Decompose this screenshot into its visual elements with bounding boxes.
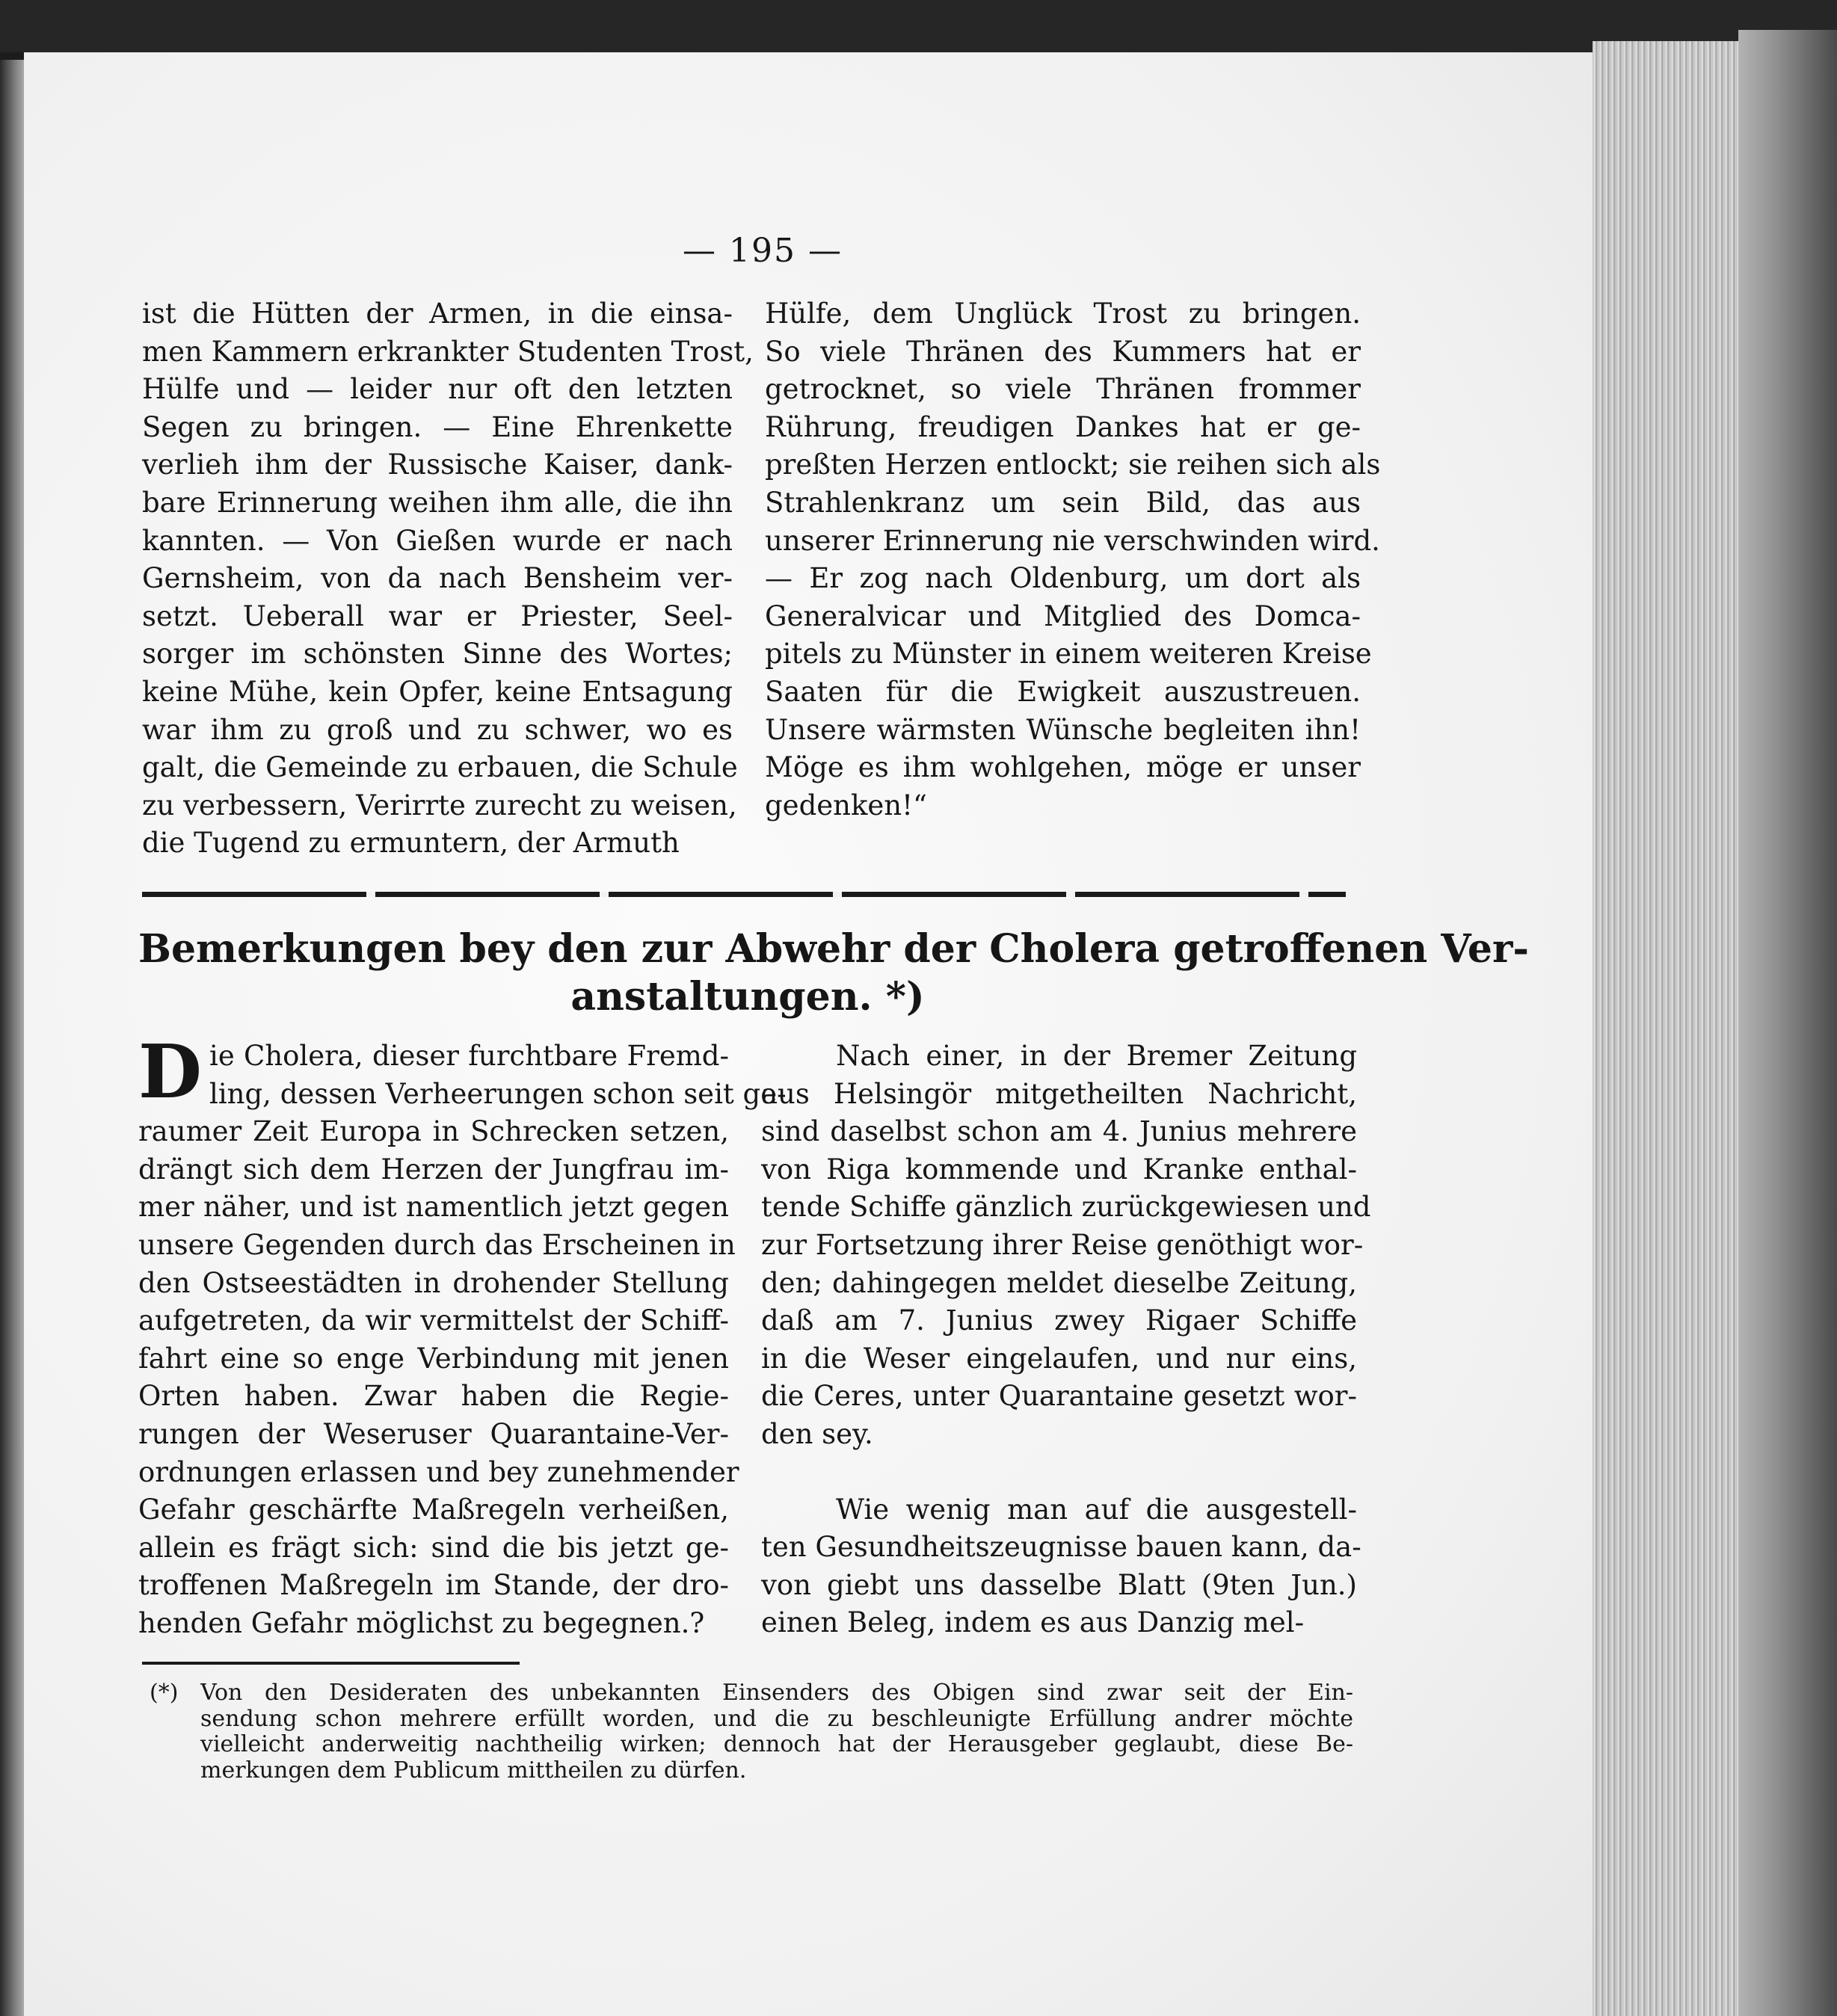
- text-line: Hülfe und — leider nur oft den letzten: [142, 373, 733, 406]
- text-line: fahrt eine so enge Verbindung mit jenen: [138, 1342, 729, 1375]
- footnote-line: vielleicht anderweitig nachtheilig wirken; dennoch hat der Herausgeber geglaubt, diese Be-: [200, 1731, 1353, 1757]
- footnote-text: [150, 1680, 1353, 1784]
- text-line: ling, dessen Verheerungen schon seit ge-: [209, 1077, 787, 1110]
- text-line: zur Fortsetzung ihrer Reise genöthigt wor-: [761, 1228, 1364, 1261]
- obituary-paragraph-right: [765, 295, 1381, 824]
- text-line: — Er zog nach Oldenburg, um dort als: [765, 562, 1361, 595]
- footnote: [150, 1680, 1353, 1784]
- text-line: setzt. Ueberall war er Priester, Seel-: [142, 599, 733, 632]
- footnote-line: sendung schon mehrere erfüllt worden, und die zu beschleunigte Erfüllung andrer möchte: [200, 1705, 1353, 1732]
- obituary-paragraph-left: [142, 295, 754, 863]
- text-line: von Riga kommende und Kranke enthal-: [761, 1153, 1357, 1186]
- footnote-rule: [142, 1662, 520, 1665]
- text-line: troffenen Maßregeln im Stande, der dro-: [138, 1569, 729, 1602]
- text-line: war ihm zu groß und zu schwer, wo es: [142, 713, 733, 746]
- text-line: zu verbessern, Verirrte zurecht zu weisen,: [142, 789, 737, 821]
- text-line: ie Cholera, dieser furchtbare Fremd-: [209, 1040, 729, 1072]
- article-column-right: [761, 1038, 1371, 1642]
- text-line: unsere Gegenden durch das Erscheinen in: [138, 1228, 736, 1261]
- article-heading: [138, 925, 1529, 1021]
- text-line: Hülfe, dem Unglück Trost zu bringen.: [765, 298, 1361, 330]
- article-column-left: [138, 1029, 787, 1643]
- article-paragraph-right-2: [761, 1491, 1361, 1642]
- scan-background-top: [0, 0, 1837, 52]
- article-paragraph-left: [138, 1029, 787, 1643]
- text-line: Nach einer, in der Bremer Zeitung: [836, 1040, 1357, 1072]
- book-page: [24, 52, 1593, 2016]
- text-line: Möge es ihm wohlgehen, möge er unser: [765, 751, 1361, 784]
- text-line: ten Gesundheitszeugnisse bauen kann, da-: [761, 1531, 1361, 1564]
- page-stack-edge: [1593, 41, 1738, 2016]
- article-paragraph-right-1: [761, 1038, 1371, 1454]
- text-line: mer näher, und ist namentlich jetzt gegen: [138, 1191, 729, 1224]
- page-number: — 195 —: [683, 232, 843, 270]
- text-line: henden Gefahr möglichst zu begegnen.?: [138, 1606, 705, 1639]
- text-line: Generalvicar und Mitglied des Domca-: [765, 599, 1361, 632]
- text-line: So viele Thränen des Kummers hat er: [765, 335, 1361, 368]
- text-line: ordnungen erlassen und bey zunehmender: [138, 1455, 739, 1488]
- text-line: Gefahr geschärfte Maßregeln verheißen,: [138, 1493, 729, 1526]
- text-line: Gernsheim, von da nach Bensheim ver-: [142, 562, 733, 595]
- text-line: raumer Zeit Europa in Schrecken setzen,: [138, 1115, 729, 1148]
- text-line: unserer Erinnerung nie verschwinden wird.: [765, 524, 1380, 557]
- text-line: den sey.: [761, 1417, 873, 1450]
- text-line: die Tugend zu ermuntern, der Armuth: [142, 827, 680, 860]
- text-line: drängt sich dem Herzen der Jungfrau im-: [138, 1153, 729, 1186]
- section-divider: [142, 892, 1346, 897]
- footnote-line: merkungen dem Publicum mittheilen zu dürfen.: [200, 1757, 747, 1784]
- text-line: daß am 7. Junius zwey Rigaer Schiffe: [761, 1304, 1357, 1337]
- text-line: Unsere wärmsten Wünsche begleiten ihn!: [765, 713, 1361, 746]
- text-line: aus Helsingör mitgetheilten Nachricht,: [761, 1077, 1357, 1110]
- text-line: tende Schiffe gänzlich zurückgewiesen und: [761, 1191, 1371, 1224]
- text-line: rungen der Weseruser Quarantaine-Ver-: [138, 1417, 729, 1450]
- article-heading-line-1: Bemerkungen bey den zur Abwehr der Cholera getroffenen Ver-: [138, 926, 1529, 972]
- text-line: allein es frägt sich: sind die bis jetzt ge-: [138, 1531, 729, 1564]
- text-line: Strahlenkranz um sein Bild, das aus: [765, 486, 1361, 519]
- text-line: getrocknet, so viele Thränen frommer: [765, 373, 1361, 406]
- text-line: gedenken!“: [765, 789, 927, 821]
- text-line: den Ostseestädten in drohender Stellung: [138, 1266, 729, 1299]
- text-line: Orten haben. Zwar haben die Regie-: [138, 1380, 729, 1413]
- text-line: men Kammern erkrankter Studenten Trost,: [142, 335, 754, 368]
- article-heading-line-2: anstaltungen. *): [570, 974, 925, 1020]
- text-line: verlieh ihm der Russische Kaiser, dank-: [142, 448, 733, 481]
- text-line: aufgetreten, da wir vermittelst der Schiff-: [138, 1304, 729, 1337]
- text-line: den; dahingegen meldet dieselbe Zeitung,: [761, 1266, 1357, 1299]
- drop-cap: D: [138, 1029, 202, 1115]
- obituary-column-right: [765, 295, 1381, 824]
- text-line: bare Erinnerung weihen ihm alle, die ihn: [142, 486, 733, 519]
- text-line: kannten. — Von Gießen wurde er nach: [142, 524, 733, 557]
- footnote-line: (*) Von den Desideraten des unbekannten Einsenders des Obigen sind zwar seit der Ein-: [150, 1680, 1353, 1706]
- text-line: preßten Herzen entlockt; sie reihen sich als: [765, 448, 1381, 481]
- text-line: keine Mühe, kein Opfer, keine Entsagung: [142, 675, 733, 708]
- text-line: Wie wenig man auf die ausgestell-: [836, 1493, 1357, 1526]
- text-line: ist die Hütten der Armen, in die einsa-: [142, 298, 733, 330]
- text-line: die Ceres, unter Quarantaine gesetzt wor-: [761, 1380, 1357, 1413]
- text-line: Saaten für die Ewigkeit auszustreuen.: [765, 675, 1361, 708]
- text-line: sorger im schönsten Sinne des Wortes;: [142, 638, 733, 671]
- text-line: Segen zu bringen. — Eine Ehrenkette: [142, 410, 733, 443]
- text-line: in die Weser eingelaufen, und nur eins,: [761, 1342, 1357, 1375]
- left-page-edge: [0, 60, 24, 2016]
- text-line: galt, die Gemeinde zu erbauen, die Schule: [142, 751, 738, 784]
- text-line: einen Beleg, indem es aus Danzig mel-: [761, 1606, 1305, 1639]
- book-cover-edge: [1738, 30, 1837, 2016]
- text-line: Rührung, freudigen Dankes hat er ge-: [765, 410, 1361, 443]
- text-line: pitels zu Münster in einem weiteren Kreise: [765, 638, 1372, 671]
- text-line: sind daselbst schon am 4. Junius mehrere: [761, 1115, 1357, 1148]
- obituary-column-left: [142, 295, 754, 863]
- text-line: von giebt uns dasselbe Blatt (9ten Jun.): [761, 1568, 1357, 1601]
